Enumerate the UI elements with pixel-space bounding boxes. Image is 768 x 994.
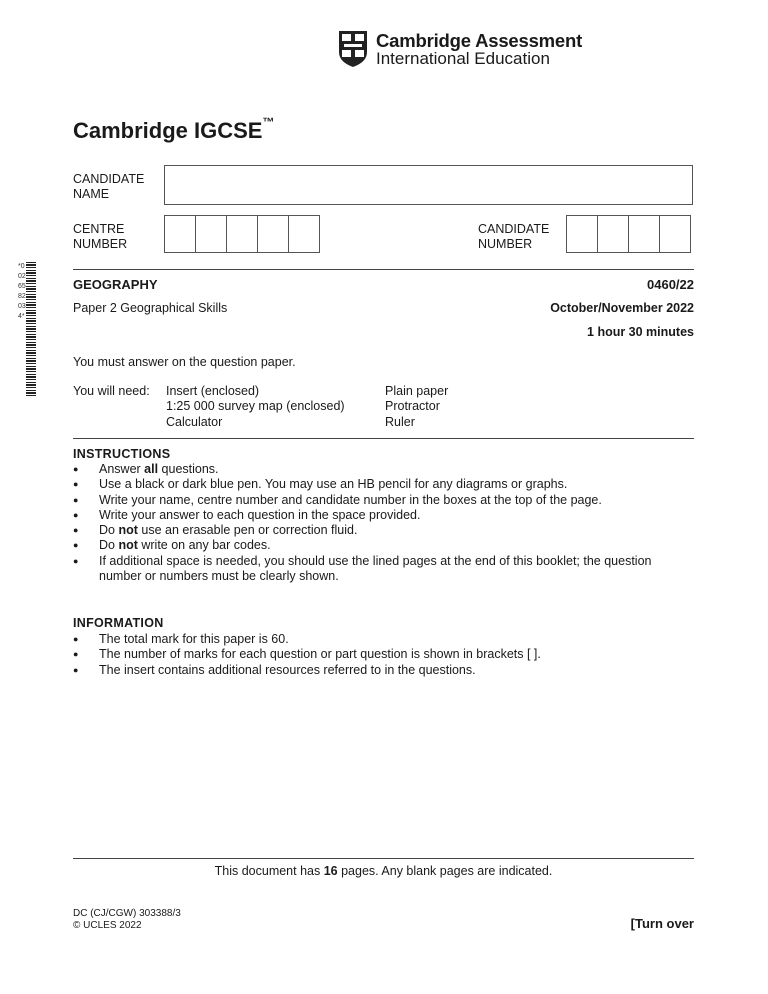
exam-duration: 1 hour 30 minutes [587,325,694,339]
paper-title: Paper 2 Geographical Skills [73,301,228,315]
cambridge-logo [338,30,583,70]
logo-line-1: Cambridge Assessment [376,30,583,51]
divider [73,269,694,270]
document-reference: DC (CJ/CGW) 303388/3 © UCLES 2022 [73,908,181,931]
subject-name: GEOGRAPHY [73,277,158,292]
need-list-1: Insert (enclosed) 1:25 000 survey map (enclosed) Calculator [166,384,345,429]
answer-note: You must answer on the question paper. [73,355,296,369]
candidate-number-field[interactable] [567,215,691,253]
instruction-item: ● Do not write on any bar codes. [73,538,694,553]
candidate-number-label: CANDIDATE NUMBER [478,222,550,251]
turn-over: [Turn over [630,916,694,931]
centre-number-label: CENTRE NUMBER [73,222,128,251]
information-list [73,632,694,678]
instruction-item: ● Answer all questions. [73,462,694,477]
logo-line-2: International Education [376,49,550,68]
instructions-heading: INSTRUCTIONS [73,447,171,461]
qualification-title: Cambridge IGCSE™ [73,114,275,143]
candidate-name-field[interactable] [164,165,693,205]
candidate-name-label: CANDIDATE NAME [73,172,145,201]
subject-code: 0460/22 [647,277,694,292]
information-heading: INFORMATION [73,616,164,630]
instructions-list [73,462,694,584]
information-item: ● The number of marks for each question or part question is shown in brackets [ ]. [73,647,694,662]
instruction-item: ● Use a black or dark blue pen. You may use an HB pencil for any diagrams or graphs. [73,477,694,492]
instruction-item: ● Write your answer to each question in the space provided. [73,508,694,523]
barcode [26,262,36,398]
cambridge-crest-icon [338,30,368,68]
divider [73,438,694,439]
page-count-note: This document has 16 pages. Any blank pages are indicated. [214,864,553,878]
instruction-item: ● Do not use an erasable pen or correction fluid. [73,523,694,538]
need-label: You will need: [73,384,150,398]
need-list-2: Plain paper Protractor Ruler [385,384,449,429]
instruction-item: ● If additional space is needed, you should use the lined pages at the end of this booklet; the question number or numbers must be clearly shown. [73,554,694,585]
barcode-digits: *0026582034* [18,263,26,320]
instruction-item: ● Write your name, centre number and candidate number in the boxes at the top of the page. [73,493,694,508]
divider [73,858,694,859]
information-item: ● The insert contains additional resources referred to in the questions. [73,663,694,678]
information-item: ● The total mark for this paper is 60. [73,632,694,647]
exam-session: October/November 2022 [550,301,694,315]
centre-number-field[interactable] [165,215,320,253]
